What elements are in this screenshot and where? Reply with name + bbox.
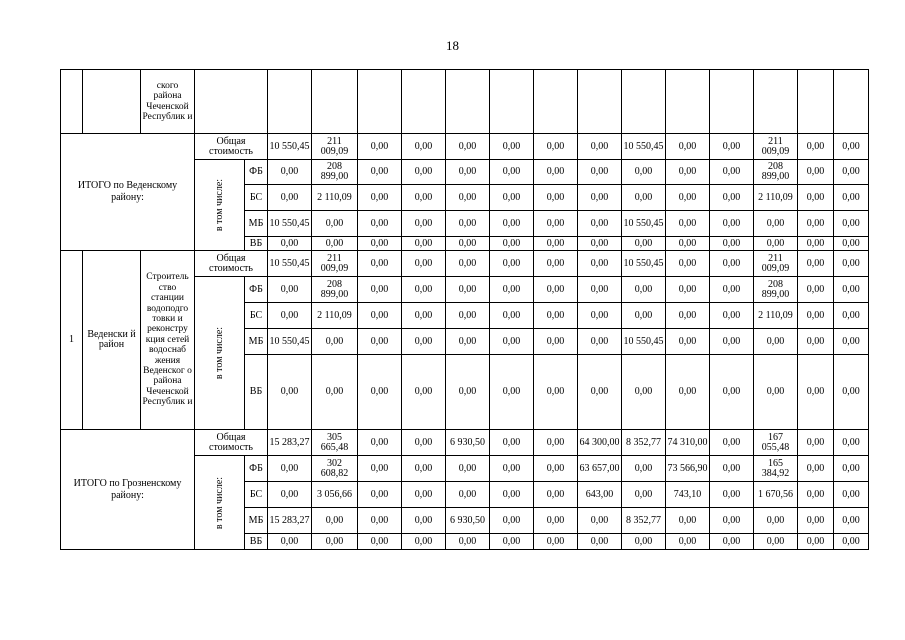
value-cell: 0,00 xyxy=(798,160,834,185)
value-cell: 0,00 xyxy=(534,160,578,185)
value-cell: 0,00 xyxy=(798,482,834,508)
value-cell: 0,00 xyxy=(402,303,446,329)
value-cell: 0,00 xyxy=(710,251,754,277)
value-cell: 0,00 xyxy=(578,251,622,277)
value-cell: 1 670,56 xyxy=(754,482,798,508)
value-cell: 0,00 xyxy=(402,482,446,508)
value-cell: 0,00 xyxy=(534,482,578,508)
value-cell: 0,00 xyxy=(578,211,622,237)
value-cell: 0,00 xyxy=(446,329,490,355)
value-cell: 0,00 xyxy=(622,277,666,303)
value-cell: 0,00 xyxy=(402,211,446,237)
value-cell: 0,00 xyxy=(490,329,534,355)
value-cell: 8 352,77 xyxy=(622,508,666,534)
value-cell xyxy=(754,70,798,134)
value-cell: 0,00 xyxy=(666,185,710,211)
project-description: Строитель ство станции водоподго товки и реконстру кция сетей водоснаб жения Веденског о района Чеченской Республик и xyxy=(141,251,195,430)
value-cell: 0,00 xyxy=(578,134,622,160)
source-label: ВБ xyxy=(245,237,268,251)
value-cell: 0,00 xyxy=(834,508,869,534)
value-cell: 0,00 xyxy=(490,456,534,482)
in-that-number-text: в том числе: xyxy=(213,178,225,232)
value-cell: 0,00 xyxy=(446,456,490,482)
value-cell: 0,00 xyxy=(446,185,490,211)
value-cell: 0,00 xyxy=(622,534,666,550)
value-cell: 0,00 xyxy=(490,237,534,251)
value-cell: 0,00 xyxy=(490,251,534,277)
source-label: БС xyxy=(245,482,268,508)
value-cell: 0,00 xyxy=(312,329,358,355)
value-cell: 2 110,09 xyxy=(312,185,358,211)
value-cell: 0,00 xyxy=(710,185,754,211)
value-cell: 0,00 xyxy=(402,160,446,185)
value-cell: 208 899,00 xyxy=(312,277,358,303)
value-cell: 0,00 xyxy=(666,211,710,237)
value-cell: 0,00 xyxy=(534,251,578,277)
value-cell: 10 550,45 xyxy=(622,329,666,355)
value-cell: 0,00 xyxy=(402,134,446,160)
value-cell: 0,00 xyxy=(798,329,834,355)
value-cell: 0,00 xyxy=(534,329,578,355)
value-cell: 0,00 xyxy=(446,303,490,329)
value-cell: 0,00 xyxy=(268,160,312,185)
district-cell xyxy=(83,70,141,134)
value-cell: 0,00 xyxy=(402,251,446,277)
table-row xyxy=(61,70,869,134)
value-cell: 0,00 xyxy=(490,303,534,329)
value-cell: 0,00 xyxy=(798,134,834,160)
in-that-number-label xyxy=(195,160,245,251)
value-cell: 211 009,09 xyxy=(754,251,798,277)
value-cell: 0,00 xyxy=(666,237,710,251)
value-cell: 0,00 xyxy=(798,355,834,430)
source-label: МБ xyxy=(245,508,268,534)
value-cell: 0,00 xyxy=(446,160,490,185)
value-cell: 0,00 xyxy=(666,160,710,185)
value-cell: 0,00 xyxy=(446,355,490,430)
value-cell: 10 550,45 xyxy=(268,134,312,160)
value-cell: 0,00 xyxy=(622,303,666,329)
value-cell: 0,00 xyxy=(490,430,534,456)
value-cell: 0,00 xyxy=(754,534,798,550)
value-cell: 0,00 xyxy=(834,430,869,456)
source-label: ФБ xyxy=(245,160,268,185)
source-label: ФБ xyxy=(245,456,268,482)
value-cell: 0,00 xyxy=(312,508,358,534)
source-label: МБ xyxy=(245,329,268,355)
value-cell: 0,00 xyxy=(578,160,622,185)
value-cell: 0,00 xyxy=(578,277,622,303)
value-cell: 0,00 xyxy=(710,482,754,508)
value-cell: 0,00 xyxy=(534,237,578,251)
value-cell: 208 899,00 xyxy=(312,160,358,185)
value-cell: 74 310,00 xyxy=(666,430,710,456)
type-cell xyxy=(195,70,268,134)
value-cell: 0,00 xyxy=(268,456,312,482)
value-cell: 0,00 xyxy=(666,508,710,534)
value-cell: 0,00 xyxy=(490,160,534,185)
source-label: БС xyxy=(245,303,268,329)
value-cell: 0,00 xyxy=(578,508,622,534)
value-cell: 0,00 xyxy=(446,251,490,277)
value-cell: 208 899,00 xyxy=(754,277,798,303)
value-cell xyxy=(798,70,834,134)
value-cell: 0,00 xyxy=(798,277,834,303)
value-cell: 0,00 xyxy=(798,534,834,550)
value-cell: 743,10 xyxy=(666,482,710,508)
value-cell: 0,00 xyxy=(534,303,578,329)
value-cell: 0,00 xyxy=(754,508,798,534)
value-cell: 0,00 xyxy=(834,251,869,277)
value-cell: 0,00 xyxy=(666,134,710,160)
value-cell: 0,00 xyxy=(312,237,358,251)
value-cell: 0,00 xyxy=(834,456,869,482)
value-cell: 0,00 xyxy=(358,237,402,251)
value-cell: 165 384,92 xyxy=(754,456,798,482)
value-cell: 0,00 xyxy=(622,237,666,251)
value-cell: 0,00 xyxy=(402,430,446,456)
value-cell: 0,00 xyxy=(710,211,754,237)
funding-table xyxy=(60,69,869,550)
value-cell: 0,00 xyxy=(358,534,402,550)
value-cell: 0,00 xyxy=(402,277,446,303)
value-cell: 2 110,09 xyxy=(312,303,358,329)
total-cost-label: Общая стоимость xyxy=(195,251,268,277)
value-cell: 0,00 xyxy=(834,277,869,303)
value-cell: 0,00 xyxy=(358,456,402,482)
value-cell: 0,00 xyxy=(446,534,490,550)
value-cell: 0,00 xyxy=(710,508,754,534)
value-cell xyxy=(622,70,666,134)
value-cell: 0,00 xyxy=(666,329,710,355)
value-cell: 0,00 xyxy=(268,355,312,430)
value-cell: 0,00 xyxy=(358,303,402,329)
value-cell xyxy=(446,70,490,134)
value-cell: 10 550,45 xyxy=(268,251,312,277)
value-cell: 0,00 xyxy=(358,430,402,456)
row-number: 1 xyxy=(61,251,83,430)
value-cell: 0,00 xyxy=(534,211,578,237)
value-cell: 6 930,50 xyxy=(446,430,490,456)
value-cell: 305 665,48 xyxy=(312,430,358,456)
value-cell: 208 899,00 xyxy=(754,160,798,185)
value-cell: 0,00 xyxy=(578,237,622,251)
value-cell: 0,00 xyxy=(490,508,534,534)
value-cell: 0,00 xyxy=(578,355,622,430)
value-cell: 0,00 xyxy=(622,185,666,211)
value-cell: 0,00 xyxy=(798,251,834,277)
value-cell: 0,00 xyxy=(268,185,312,211)
value-cell xyxy=(834,70,869,134)
value-cell: 0,00 xyxy=(490,134,534,160)
value-cell: 0,00 xyxy=(834,534,869,550)
value-cell: 2 110,09 xyxy=(754,303,798,329)
value-cell: 0,00 xyxy=(268,237,312,251)
value-cell: 211 009,09 xyxy=(754,134,798,160)
source-label: БС xyxy=(245,185,268,211)
source-label: ВБ xyxy=(245,534,268,550)
value-cell: 64 300,00 xyxy=(578,430,622,456)
value-cell: 10 550,45 xyxy=(622,134,666,160)
value-cell: 0,00 xyxy=(534,185,578,211)
value-cell xyxy=(534,70,578,134)
value-cell: 0,00 xyxy=(578,303,622,329)
value-cell: 0,00 xyxy=(358,185,402,211)
value-cell xyxy=(710,70,754,134)
total-cost-label: Общая стоимость xyxy=(195,430,268,456)
value-cell: 0,00 xyxy=(710,303,754,329)
value-cell: 0,00 xyxy=(710,355,754,430)
value-cell: 0,00 xyxy=(534,277,578,303)
value-cell: 0,00 xyxy=(578,185,622,211)
value-cell: 0,00 xyxy=(834,185,869,211)
value-cell: 0,00 xyxy=(402,237,446,251)
value-cell: 0,00 xyxy=(490,277,534,303)
value-cell: 0,00 xyxy=(358,211,402,237)
value-cell: 0,00 xyxy=(834,329,869,355)
district-total-title: ИТОГО по Грозненскому району: xyxy=(61,430,195,550)
value-cell: 0,00 xyxy=(666,251,710,277)
value-cell: 2 110,09 xyxy=(754,185,798,211)
value-cell: 0,00 xyxy=(312,534,358,550)
value-cell: 0,00 xyxy=(834,482,869,508)
value-cell: 0,00 xyxy=(798,211,834,237)
table-row xyxy=(61,251,869,277)
value-cell: 0,00 xyxy=(666,277,710,303)
number-cell xyxy=(61,70,83,134)
value-cell: 10 550,45 xyxy=(268,211,312,237)
value-cell: 0,00 xyxy=(402,185,446,211)
value-cell: 6 930,50 xyxy=(446,508,490,534)
value-cell: 0,00 xyxy=(834,134,869,160)
value-cell: 0,00 xyxy=(446,134,490,160)
value-cell: 63 657,00 xyxy=(578,456,622,482)
value-cell: 0,00 xyxy=(358,482,402,508)
value-cell: 302 608,82 xyxy=(312,456,358,482)
value-cell xyxy=(578,70,622,134)
value-cell: 167 055,48 xyxy=(754,430,798,456)
value-cell: 0,00 xyxy=(402,508,446,534)
value-cell: 0,00 xyxy=(446,237,490,251)
value-cell: 0,00 xyxy=(666,534,710,550)
value-cell: 0,00 xyxy=(754,329,798,355)
value-cell: 0,00 xyxy=(268,277,312,303)
value-cell: 0,00 xyxy=(578,329,622,355)
value-cell: 0,00 xyxy=(798,456,834,482)
value-cell: 10 550,45 xyxy=(622,211,666,237)
district-name: Веденски й район xyxy=(83,251,141,430)
value-cell: 0,00 xyxy=(490,211,534,237)
value-cell: 0,00 xyxy=(622,456,666,482)
value-cell: 0,00 xyxy=(402,456,446,482)
value-cell: 0,00 xyxy=(446,482,490,508)
in-that-number-text: в том числе: xyxy=(213,476,225,529)
value-cell: 0,00 xyxy=(312,211,358,237)
value-cell: 0,00 xyxy=(490,185,534,211)
value-cell: 15 283,27 xyxy=(268,508,312,534)
value-cell: 0,00 xyxy=(358,329,402,355)
value-cell: 211 009,09 xyxy=(312,134,358,160)
value-cell: 0,00 xyxy=(798,237,834,251)
value-cell: 0,00 xyxy=(754,211,798,237)
value-cell: 0,00 xyxy=(578,534,622,550)
value-cell: 15 283,27 xyxy=(268,430,312,456)
value-cell: 0,00 xyxy=(358,355,402,430)
value-cell: 0,00 xyxy=(666,355,710,430)
table-row xyxy=(61,134,869,160)
value-cell: 0,00 xyxy=(268,482,312,508)
value-cell: 0,00 xyxy=(358,508,402,534)
value-cell: 0,00 xyxy=(710,329,754,355)
value-cell: 0,00 xyxy=(754,237,798,251)
value-cell xyxy=(402,70,446,134)
value-cell xyxy=(666,70,710,134)
page-number: 18 xyxy=(446,38,459,53)
value-cell: 211 009,09 xyxy=(312,251,358,277)
table-row xyxy=(61,430,869,456)
value-cell: 0,00 xyxy=(834,211,869,237)
value-cell: 73 566,90 xyxy=(666,456,710,482)
description-cell: ского района Чеченской Республик и xyxy=(141,70,195,134)
in-that-number-label xyxy=(195,277,245,430)
value-cell: 0,00 xyxy=(268,534,312,550)
value-cell: 0,00 xyxy=(834,160,869,185)
value-cell: 10 550,45 xyxy=(622,251,666,277)
value-cell: 8 352,77 xyxy=(622,430,666,456)
value-cell: 0,00 xyxy=(402,534,446,550)
value-cell: 0,00 xyxy=(622,355,666,430)
value-cell xyxy=(268,70,312,134)
source-label: ФБ xyxy=(245,277,268,303)
value-cell: 0,00 xyxy=(754,355,798,430)
value-cell: 643,00 xyxy=(578,482,622,508)
value-cell: 0,00 xyxy=(490,482,534,508)
district-total-title: ИТОГО по Веденскому району: xyxy=(61,134,195,251)
value-cell xyxy=(312,70,358,134)
total-cost-label: Общая стоимость xyxy=(195,134,268,160)
value-cell: 0,00 xyxy=(490,534,534,550)
value-cell: 0,00 xyxy=(710,237,754,251)
value-cell: 0,00 xyxy=(622,482,666,508)
value-cell: 0,00 xyxy=(834,303,869,329)
value-cell: 0,00 xyxy=(666,303,710,329)
source-label: ВБ xyxy=(245,355,268,430)
value-cell: 0,00 xyxy=(534,534,578,550)
value-cell: 0,00 xyxy=(710,277,754,303)
value-cell: 0,00 xyxy=(402,329,446,355)
value-cell: 0,00 xyxy=(710,456,754,482)
value-cell: 0,00 xyxy=(358,160,402,185)
value-cell: 0,00 xyxy=(402,355,446,430)
value-cell: 0,00 xyxy=(710,534,754,550)
value-cell: 0,00 xyxy=(798,508,834,534)
value-cell: 0,00 xyxy=(798,303,834,329)
value-cell: 0,00 xyxy=(710,160,754,185)
value-cell: 0,00 xyxy=(534,355,578,430)
value-cell: 0,00 xyxy=(710,134,754,160)
value-cell xyxy=(358,70,402,134)
value-cell: 0,00 xyxy=(798,185,834,211)
value-cell: 0,00 xyxy=(710,430,754,456)
value-cell: 0,00 xyxy=(312,355,358,430)
in-that-number-label xyxy=(195,456,245,550)
value-cell: 0,00 xyxy=(358,251,402,277)
value-cell: 0,00 xyxy=(534,134,578,160)
value-cell: 0,00 xyxy=(534,456,578,482)
value-cell xyxy=(490,70,534,134)
value-cell: 0,00 xyxy=(358,134,402,160)
value-cell: 0,00 xyxy=(358,277,402,303)
source-label: МБ xyxy=(245,211,268,237)
value-cell: 0,00 xyxy=(490,355,534,430)
value-cell: 10 550,45 xyxy=(268,329,312,355)
value-cell: 0,00 xyxy=(622,160,666,185)
value-cell: 0,00 xyxy=(834,355,869,430)
value-cell: 0,00 xyxy=(534,508,578,534)
value-cell: 3 056,66 xyxy=(312,482,358,508)
value-cell: 0,00 xyxy=(268,303,312,329)
value-cell: 0,00 xyxy=(834,237,869,251)
value-cell: 0,00 xyxy=(446,211,490,237)
value-cell: 0,00 xyxy=(446,277,490,303)
in-that-number-text: в том числе: xyxy=(213,326,225,380)
value-cell: 0,00 xyxy=(798,430,834,456)
value-cell: 0,00 xyxy=(534,430,578,456)
